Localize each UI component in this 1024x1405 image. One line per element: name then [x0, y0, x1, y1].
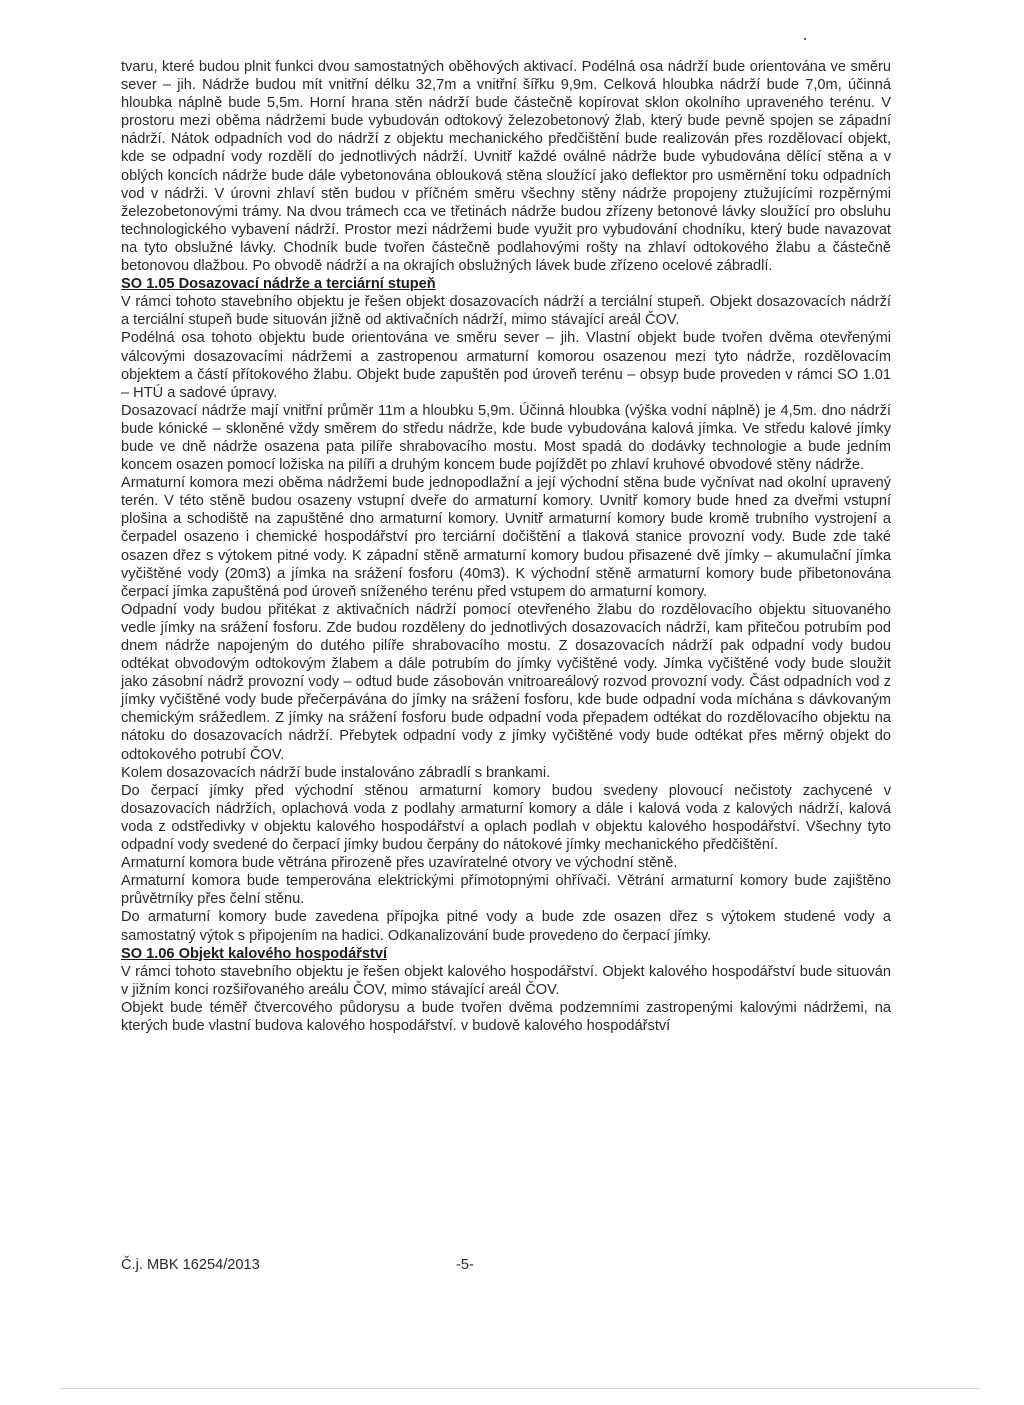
document-reference: Č.j. MBK 16254/2013 [121, 1257, 260, 1273]
paragraph-so-1-06-intro: V rámci tohoto stavebního objektu je řešen objekt kalového hospodářství. Objekt kalového hospodářství bude situován v jižním konci rozšiřovaného areálu ČOV, mimo stávající areál ČOV. [121, 963, 891, 998]
paragraph-ventilation: Armaturní komora bude větrána přirozeně přes uzavíratelné otvory ve východní stěně. [121, 855, 678, 872]
paragraph-wastewater-flow: Odpadní vody budou přitékat z aktivačních nádrží pomocí otevřeného žlabu do rozdělovacího objektu situovaného vedle jímky na srážení fosforu. Zde budou rozděleny do jednotlivých dosazovacích nádrží, kam přitečou potrubím pod dnem nádrže napojeným do dutého pilíře shrabovacího mostu. Z dosazovacích nádrží pak odpadní vody budou odtékat obvodovým odtokovým žlabem a dále potrubím do jímky vyčištěné vody. Jímka vyčištěné vody bude sloužit jako zásobní nádrž provozní vody – odtud bude zásobován vnitroareálový rozvod provozní vody. Část odpadních vod z jímky vyčištěné vody bude přečerpávána do jímky na srážení fosforu, kde bude odpadní voda míchána s dávkovaným chemickým srážedlem. Z jímky na srážení fosforu bude odpadní voda přepadem odtékat do rozdělovacího objektu na nátoku do dosazovacích nádrží. Přebytek odpadní vody z jímky vyčištěné vody bude odtékat přes měrný objekt do odtokového potrubí ČOV. [121, 601, 891, 763]
scan-speck [804, 38, 806, 40]
section-heading-so-1-05: SO 1.05 Dosazovací nádrže a terciární stupeň [121, 276, 436, 293]
page-number: -5- [456, 1257, 474, 1273]
paragraph-railing: Kolem dosazovacích nádrží bude instalováno zábradlí s brankami. [121, 764, 551, 781]
paragraph-valve-chamber: Armaturní komora mezi oběma nádržemi bude jednopodlažní a její východní stěna bude vyčnívat nad okolní upravený terén. V této stěně budou osazeny vstupní dveře do armaturní komory. Uvnitř komory bude hned za dveřmi vstupní plošina a schodiště na zapuštěné dno armaturní komory. Uvnitř armaturní komory bude kromě trubního vystrojení a čerpadel osazeno i chemické hospodářství pro terciární dočištění a tlaková stanice provozní vody. Bude zde také osazen dřez s výtokem pitné vody. K západní stěně armaturní komory budou přisazené dvě jímky – akumulační jímka vyčištěné vody (20m3) a jímka na srážení fosforu (40m3). K východní stěně armaturní komory bude přibetonována čerpací jímka zapuštěná pod úroveň sníženého terénu před vstupem do armaturní komory. [121, 475, 891, 600]
paragraph-so-1-05-intro: V rámci tohoto stavebního objektu je řešen objekt dosazovacích nádrží a terciální stupeň. Objekt dosazovacích nádrží a terciální stupeň bude situován jižně od aktivačních nádrží, mimo stávající areál ČOV. [121, 294, 891, 329]
paragraph-aeration-tanks: tvaru, které budou plnit funkci dvou samostatných oběhových aktivací. Podélná osa nádrží bude orientována ve směru sever – jih. Nádrže budou mít vnitřní délku 32,7m a vnitřní šířku 9,9m. Celková hloubka nádrží bude 7,0m, účinná hloubka náplně bude 5,5m. Horní hrana stěn nádrží bude částečně kopírovat sklon okolního upraveného terénu. V prostoru mezi oběma nádržemi bude vybudován odtokový železobetonový žlab, který bude pevně spojen se západní nádrží. Nátok odpadních vod do nádrží z objektu mechanického předčištění bude realizován přes rozdělovací objekt, kde se odpadní vody rozdělí do jednotlivých nádrží. Uvnitř každé oválné nádrže bude vybudována dělící stěna a v oblých koncích nádrže bude dále vybetonována oblouková stěna sloužící jako deflektor pro usměrnění toku odpadních vod v nádrži. V úrovni zhlaví stěn budou v příčném směru všechny stěny nádrže propojeny ztužujícími rozpěrnými železobetonovými trámy. Na dvou trámech cca ve třetinách nádrže budou zřízeny betonové lávky sloužící pro obsluhu technologického vybavení nádrží. Prostor mezi nádržemi bude využit pro vybudování chodníku, který bude navazovat na tyto obslužné lávky. Chodník bude tvořen částečně podlahovými rošty na zhlaví odtokového žlabu a částečně betonovou dlažbou. Po obvodě nádrží a na okrajích obslužných lávek bude zřízeno ocelové zábradlí. [121, 59, 891, 275]
scan-edge-line [60, 1388, 980, 1389]
paragraph-water-supply: Do armaturní komory bude zavedena přípojka pitné vody a bude zde osazen dřez s výtokem studené vody a samostatný výtok s připojením na hadici. Odkanalizování bude provedeno do čerpací jímky. [121, 909, 891, 944]
paragraph-pump-sump: Do čerpací jímky před východní stěnou armaturní komory budou svedeny plovoucí nečistoty zachycené v dosazovacích nádržích, oplachová voda z podlahy armaturní komory a dále i kalová voda z kalových nádrží, kalová voda z odstředivky v objektu kalového hospodářství a oplach podlah v objektu kalového hospodářství. Všechny tyto odpadní vody svedené do čerpací jímky budou čerpány do nátokové jímky mechanického předčištění. [121, 782, 891, 854]
section-heading-so-1-06: SO 1.06 Objekt kalového hospodářství [121, 945, 388, 962]
paragraph-so-1-06-building: Objekt bude téměř čtvercového půdorysu a bude tvořen dvěma podzemními zastropenými kalovými nádržemi, na kterých bude vlastní budova kalového hospodářství. v budově kalového hospodářství [121, 999, 891, 1034]
document-body [121, 58, 891, 1035]
paragraph-settling-tanks: Dosazovací nádrže mají vnitřní průměr 11m a hloubku 5,9m. Účinná hloubka (výška vodní náplně) je 4,5m. dno nádrží bude kónické – skloněné vždy směrem do středu nádrže, kde bude vybudována kalová jímka. Ve středu kalové jímky bude ve dně nádrže osazena pata pilíře shrabovacího mostu. Most spadá do dodávky technologie a bude jedním koncem osazen pomocí ložiska na pilíři a druhým koncem bude pojíždět po zhlaví kruhové obvodové stěny nádrže. [121, 402, 891, 474]
paragraph-heating: Armaturní komora bude temperována elektrickými přímotopnými ohřívači. Větrání armaturní komory bude zajištěno průvětrníky přes čelní stěnu. [121, 873, 891, 908]
paragraph-so-1-05-orientation: Podélná osa tohoto objektu bude orientována ve směru sever – jih. Vlastní objekt bude tvořen dvěma otevřenými válcovými dosazovacími nádržemi a zastropenou armaturní komorou osazenou mezi tyto nádrže, rozdělovacím objektem a částí přítokového žlabu. Objekt bude zapuštěn pod úroveň terénu – obsyp bude proveden v rámci SO 1.01 – HTÚ a sadové úpravy. [121, 330, 891, 401]
